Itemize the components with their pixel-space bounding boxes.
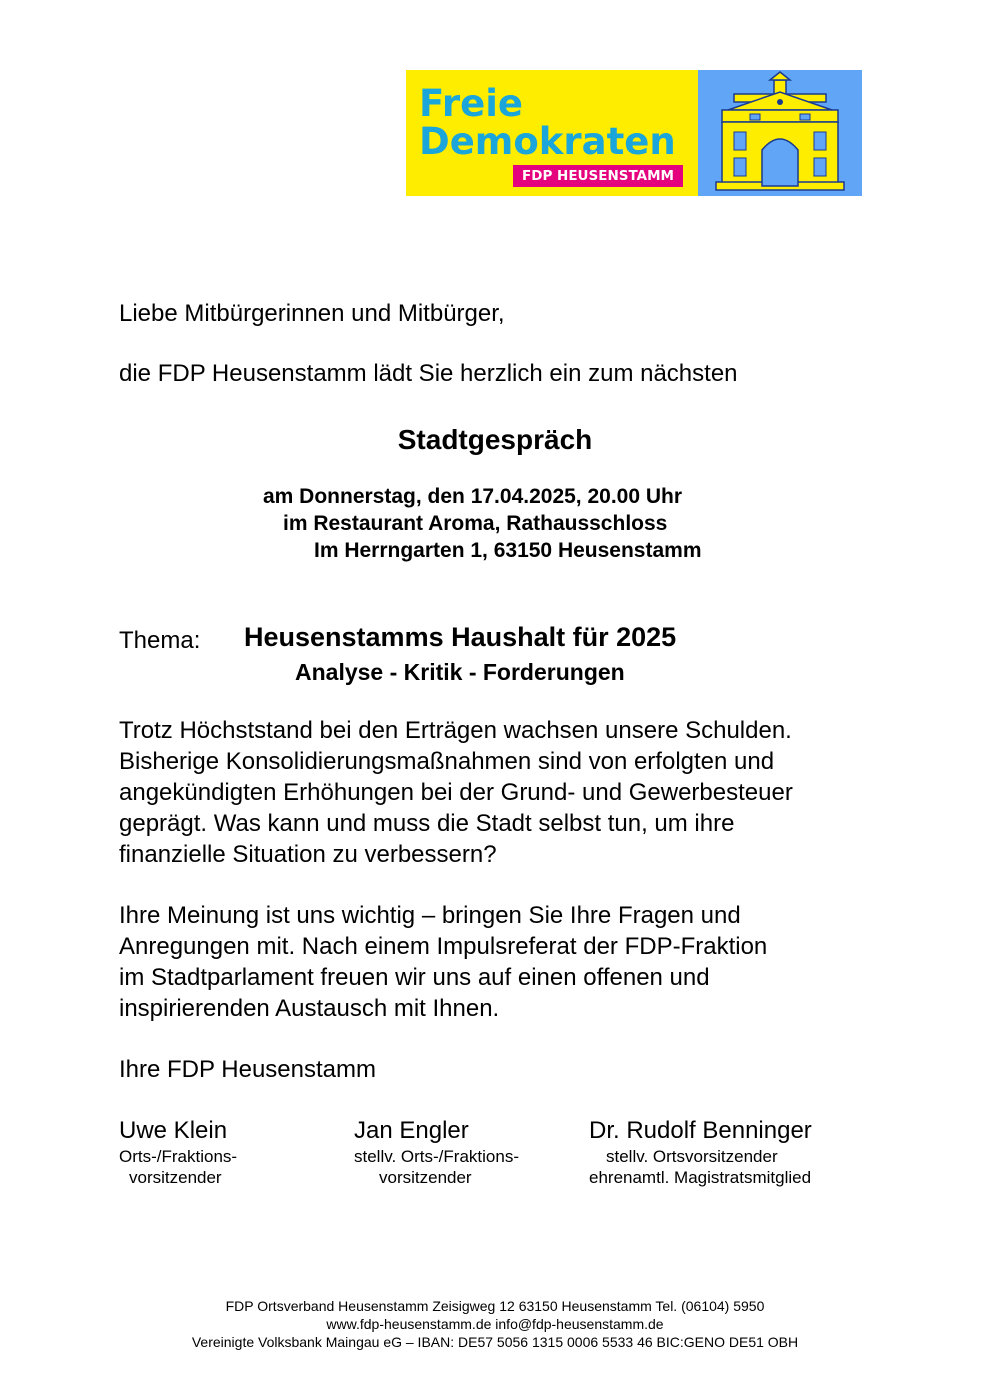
event-venue: im Restaurant Aroma, Rathausschloss	[283, 512, 668, 535]
logo-badge: FDP HEUSENSTAMM	[513, 165, 683, 187]
paragraph1-line: finanzielle Situation zu verbessern?	[119, 841, 497, 868]
logo-yellow-panel	[406, 70, 698, 196]
paragraph2-line: Anregungen mit. Nach einem Impulsreferat der FDP-Fraktion	[119, 933, 768, 960]
signatory-name: Jan Engler	[354, 1117, 469, 1144]
paragraph1-line: Bisherige Konsolidierungsmaßnahmen sind von erfolgten und	[119, 748, 775, 775]
topic-title: Heusenstamms Haushalt für 2025	[244, 622, 677, 652]
paragraph2-line: inspirierenden Austausch mit Ihnen.	[119, 995, 500, 1022]
salutation: Liebe Mitbürgerinnen und Mitbürger,	[119, 300, 505, 327]
signatory-role: vorsitzender	[379, 1168, 472, 1187]
signatory-name: Dr. Rudolf Benninger	[589, 1117, 812, 1144]
closing: Ihre FDP Heusenstamm	[119, 1056, 376, 1083]
footer-contact: www.fdp-heusenstamm.de info@fdp-heusenstamm.de	[326, 1316, 664, 1332]
paragraph1-line: geprägt. Was kann und muss die Stadt selbst tun, um ihre	[119, 810, 735, 837]
event-address: Im Herrngarten 1, 63150 Heusenstamm	[314, 539, 702, 562]
logo-text-freie: Freie	[419, 82, 524, 125]
paragraph2-line: im Stadtparlament freuen wir uns auf einen offenen und	[119, 964, 710, 991]
rathausschloss-gate-icon	[698, 70, 862, 196]
signatory-role: vorsitzender	[129, 1168, 222, 1187]
fdp-logo	[406, 70, 862, 196]
footer-address: FDP Ortsverband Heusenstamm Zeisigweg 12 63150 Heusenstamm Tel. (06104) 5950	[225, 1298, 765, 1314]
topic-subtitle: Analyse - Kritik - Forderungen	[295, 659, 625, 685]
event-date: am Donnerstag, den 17.04.2025, 20.00 Uhr	[263, 485, 683, 508]
topic-label: Thema:	[119, 627, 201, 654]
intro-text: die FDP Heusenstamm lädt Sie herzlich ein zum nächsten	[119, 360, 738, 387]
paragraph1-line: angekündigten Erhöhungen bei der Grund- und Gewerbesteuer	[119, 779, 793, 806]
event-title: Stadtgespräch	[397, 424, 593, 455]
signatory-name: Uwe Klein	[119, 1117, 228, 1144]
signatory-role: ehrenamtl. Magistratsmitglied	[589, 1168, 812, 1187]
signatory-role: stellv. Orts-/Fraktions-	[354, 1147, 519, 1166]
paragraph2-line: Ihre Meinung ist uns wichtig – bringen Sie Ihre Fragen und	[119, 902, 741, 929]
paragraph1-line: Trotz Höchststand bei den Erträgen wachsen unsere Schulden.	[119, 717, 792, 744]
signatory-role: Orts-/Fraktions-	[119, 1147, 238, 1166]
logo-text-demokraten: Demokraten	[419, 120, 676, 163]
footer-bank: Vereinigte Volksbank Maingau eG – IBAN: DE57 5056 1315 0006 5533 46 BIC:GENO DE51 OBH	[191, 1334, 799, 1350]
signatory-role: stellv. Ortsvorsitzender	[606, 1147, 778, 1166]
